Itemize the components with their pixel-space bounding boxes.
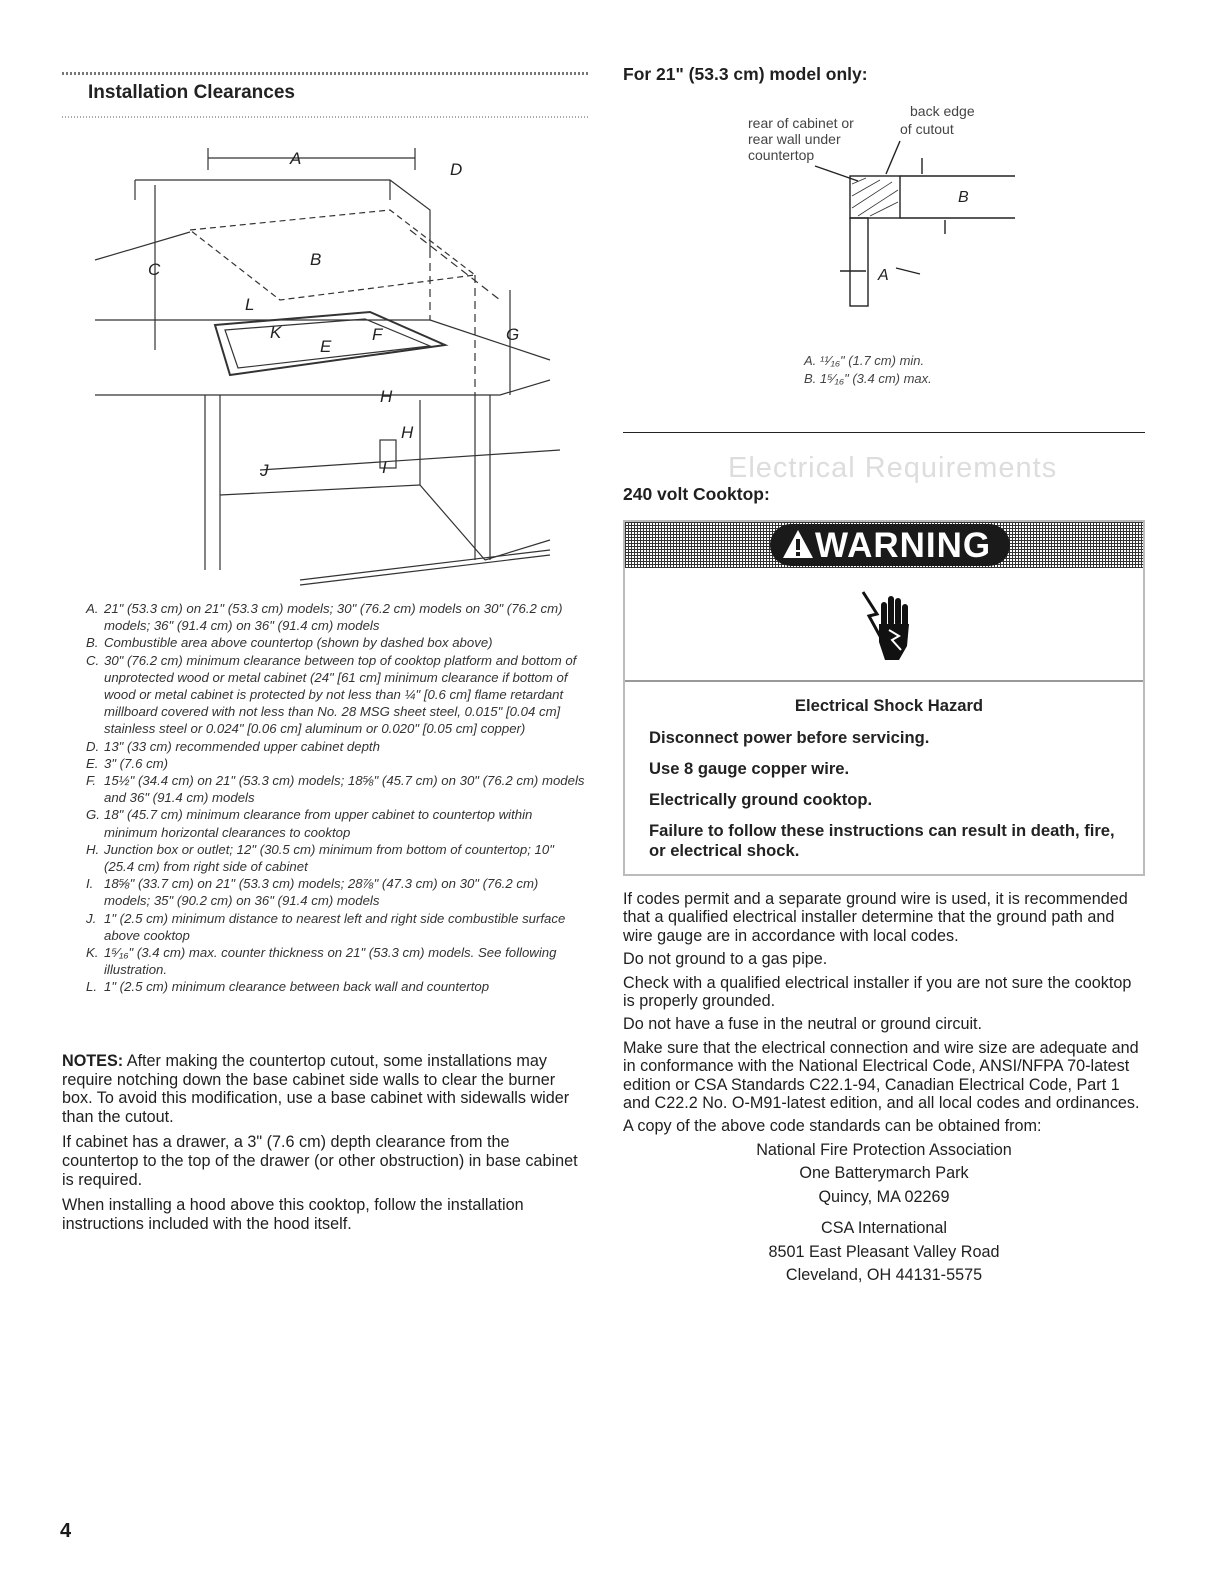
notes-label: NOTES:: [62, 1052, 124, 1070]
label-f: F: [372, 325, 383, 344]
address-line: One Batterymarch Park: [799, 1164, 969, 1183]
label-d: D: [450, 160, 463, 179]
counter-thickness-diagram: [740, 96, 1040, 326]
legend-item: L. 1" (2.5 cm) minimum clearance between back wall and countertop: [86, 979, 490, 995]
warning-line: Disconnect power before servicing.: [649, 728, 930, 747]
clearance-legend: [86, 600, 586, 996]
dotted-rule-top: [62, 72, 590, 75]
label-i: I: [382, 458, 387, 477]
legend-item: E. 3" (7.6 cm): [86, 755, 169, 771]
electric-shock-hand-icon: [859, 584, 915, 664]
legend-item: J. 1" (2.5 cm) minimum distance to nearest left and right side combustible surface above cooktop: [86, 910, 566, 943]
label-rear-line2: rear wall under: [748, 131, 841, 147]
legend-item: H. Junction box or outlet; 12" (30.5 cm) minimum from bottom of countertop; 10" (25.4 cm) from right side of cabinet: [86, 841, 554, 875]
address-line: National Fire Protection Association: [756, 1140, 1012, 1159]
label-e: E: [320, 337, 332, 356]
legend-item: G. 18" (45.7 cm) minimum clearance from upper cabinet to countertop within minimum horizontal clearances to cooktop: [86, 807, 533, 840]
legend-item: I. 18⅝" (33.7 cm) on 21" (53.3 cm) models; 28⅞" (47.3 cm) on 30" (76.2 cm) models; 35" (90.2 cm) on 36" (91.4 cm) models: [86, 876, 539, 909]
notes-paragraph: [62, 1052, 590, 1126]
paragraph: Check with a qualified electrical installer if you are not sure the cooktop is properly grounded.: [623, 973, 1132, 1011]
warning-line: Use 8 gauge copper wire.: [649, 759, 850, 778]
thickness-legend: [804, 352, 932, 388]
small-label-b: B: [958, 189, 969, 206]
clearance-diagram: [80, 140, 580, 590]
notes-block: [62, 1052, 590, 1240]
warning-box: [623, 520, 1145, 876]
page-number: 4: [60, 1520, 72, 1542]
paragraph: Do not have a fuse in the neutral or ground circuit.: [623, 1015, 983, 1034]
legend-item: F. 15½" (34.4 cm) on 21" (53.3 cm) models; 18⅝" (45.7 cm) on 30" (76.2 cm) models and 36" (91.4 cm) models: [86, 773, 585, 806]
label-back-line1: back edge: [910, 103, 975, 119]
label-rear-line3: countertop: [748, 147, 815, 163]
address-line: Quincy, MA 02269: [818, 1187, 950, 1206]
alert-triangle-icon: [781, 528, 815, 560]
paragraph: If codes permit and a separate ground wire is used, it is recommended that a qualified electrical installer determine that the ground path and wire gauge are in accordance with local codes.: [623, 890, 1128, 945]
warning-text: [649, 696, 1129, 872]
section-title: Installation Clearances: [88, 82, 295, 103]
cooktop-heading: 240 volt Cooktop:: [623, 484, 770, 504]
model-heading: For 21" (53.3 cm) model only:: [623, 64, 868, 84]
warning-icon-area: [625, 568, 1143, 682]
thickness-legend-b: B. 1⁵⁄₁₆" (3.4 cm) max.: [804, 371, 932, 386]
paragraph: A copy of the above code standards can be obtained from:: [623, 1117, 1042, 1136]
label-c: C: [148, 260, 161, 279]
hazard-title: Electrical Shock Hazard: [794, 696, 984, 715]
label-a: A: [290, 149, 302, 168]
label-h-top: H: [380, 387, 393, 406]
label-j: J: [260, 461, 269, 480]
legend-item: D. 13" (33 cm) recommended upper cabinet depth: [86, 738, 380, 754]
legend-item: C. 30" (76.2 cm) minimum clearance between top of cooktop platform and bottom of unprotected wood or metal cabinet (24" [61 cm] minimum clearance if bottom of wood or metal cabinet is protected by not less than ¼" [0.6 cm] flame retardant millboard covered with not less than No. 28 MSG sheet steel, 0.015" [0.04 cm] stainless steel or 0.024" [0.06 cm] aluminum or 0.020" [0.05 cm] copper): [86, 652, 577, 737]
installation-clearances-header: [62, 68, 590, 120]
label-b: B: [310, 250, 322, 269]
warning-word: WARNING: [815, 526, 992, 565]
address-spacer: [623, 1211, 1145, 1219]
hood-paragraph: When installing a hood above this cooktop, follow the installation instructions included with the hood itself.: [62, 1196, 524, 1233]
paragraph: Make sure that the electrical connection and wire size are adequate and in conformance with the National Electrical Code, ANSI/NFPA 70-latest edition or CSA Standards C22.1-94, Canadian Electrical Code, Part 1 and C22.2 No. O-M91-latest edition, and all local codes and ordinances.: [623, 1038, 1140, 1113]
section-divider: [623, 432, 1145, 433]
legend-item: B. Combustible area above countertop (shown by dashed box above): [86, 635, 493, 651]
legend-item: A. 21" (53.3 cm) on 21" (53.3 cm) models; 30" (76.2 cm) models on 30" (76.2 cm) models; 36" (91.4 cm) on 36" (91.4 cm) models: [86, 601, 563, 634]
thickness-legend-a: A. ¹¹⁄₁₆" (1.7 cm) min.: [804, 353, 925, 368]
label-l: L: [245, 295, 255, 314]
label-k: K: [270, 323, 282, 342]
paragraph: Do not ground to a gas pipe.: [623, 950, 828, 969]
warning-banner: [625, 522, 1143, 568]
label-g: G: [506, 325, 520, 344]
label-rear-line1: rear of cabinet or: [748, 115, 854, 131]
electrical-body-text: [623, 890, 1145, 1289]
warning-line: Failure to follow these instructions can result in death, fire, or electrical shock.: [649, 821, 1115, 860]
notes-text: After making the countertop cutout, some installations may require notching down the base cabinet side walls to clear the burner box. To avoid this modification, use a base cabinet with sidewalls wider than the cutout.: [62, 1052, 570, 1126]
address-line: 8501 East Pleasant Valley Road: [768, 1242, 1000, 1261]
small-label-a: A: [878, 267, 889, 284]
address-line: Cleveland, OH 44131-5575: [785, 1265, 983, 1284]
warning-line: Electrically ground cooktop.: [649, 790, 873, 809]
dotted-rule-bottom: [62, 116, 590, 118]
legend-item: K. 1⁵⁄₁₆" (3.4 cm) max. counter thickness on 21" (53.3 cm) models. See following illustration.: [86, 945, 557, 978]
label-back-line2: of cutout: [900, 121, 954, 137]
address-line: CSA International: [821, 1219, 947, 1238]
drawer-paragraph: If cabinet has a drawer, a 3" (7.6 cm) depth clearance from the countertop to the top of the drawer (or other obstruction) in base cabinet is required.: [62, 1133, 578, 1189]
label-h-side: H: [401, 423, 414, 442]
electrical-requirements-title: Electrical Requirements: [728, 452, 1058, 484]
